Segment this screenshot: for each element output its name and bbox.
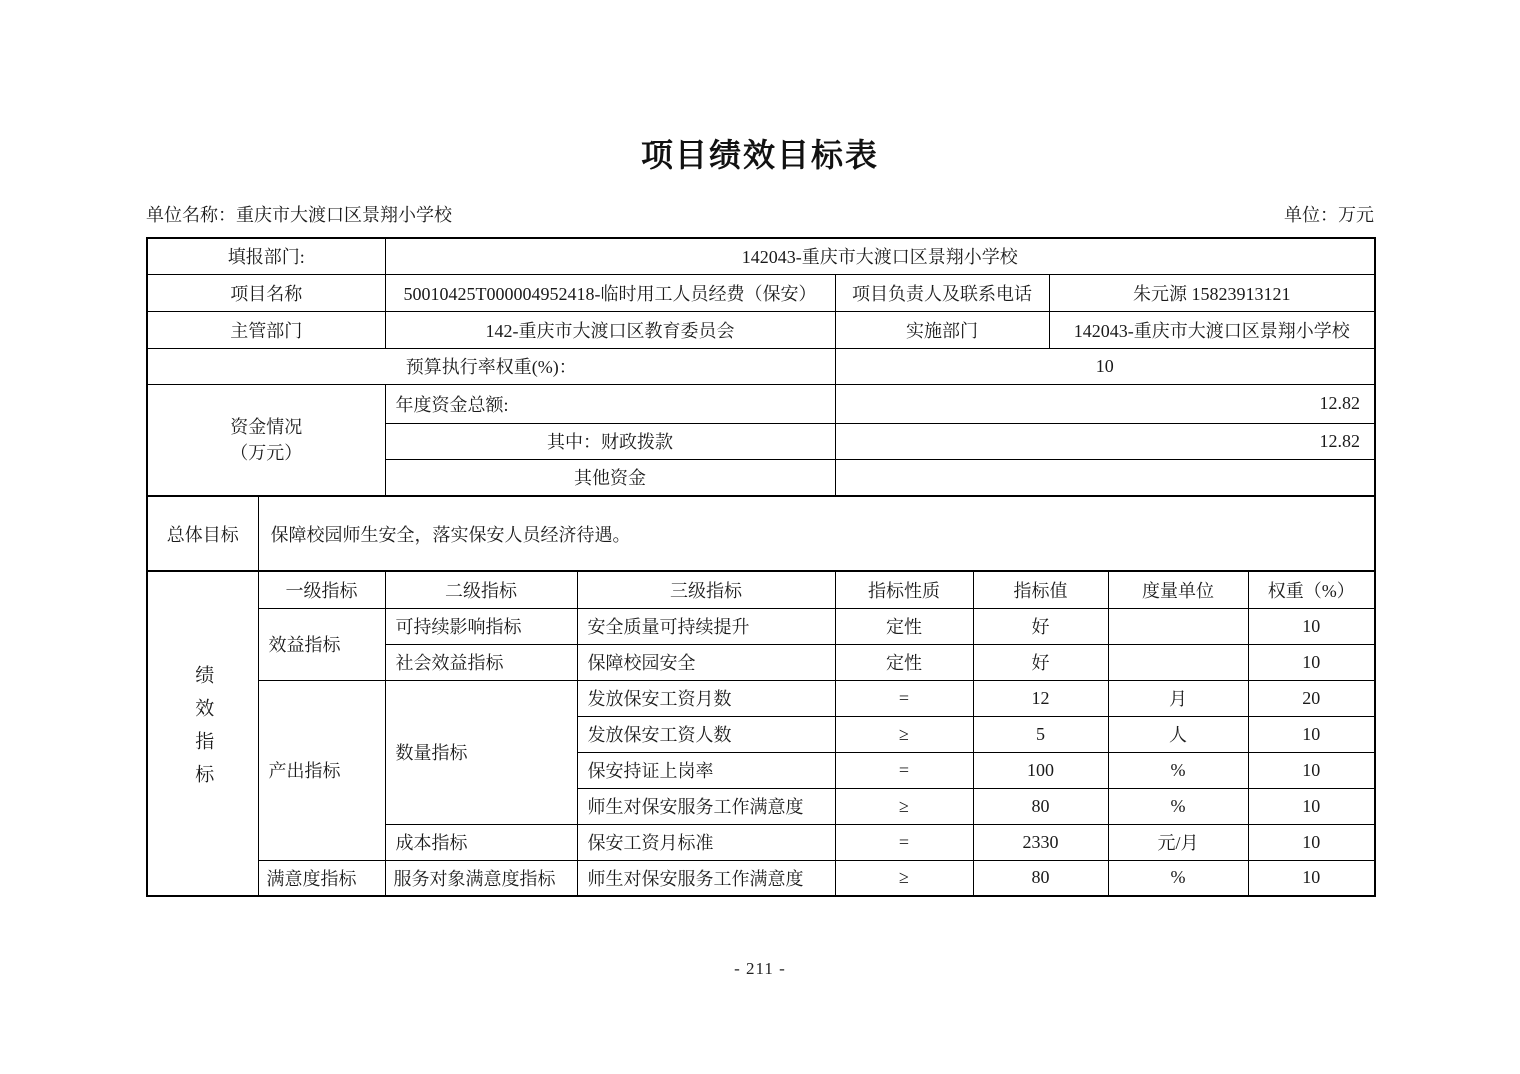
weight-cell: 10 — [1248, 860, 1375, 896]
performance-indicator-side-label: 绩效指标 — [192, 665, 214, 797]
level2-cell: 社会效益指标 — [385, 644, 577, 680]
meta-line — [146, 201, 1374, 227]
funds-section-label-cell — [147, 384, 385, 496]
performance-indicator-side-cell — [147, 571, 258, 896]
unit-cell — [1108, 608, 1248, 644]
level3-cell: 发放保安工资人数 — [577, 716, 835, 752]
indicator-row — [147, 680, 1375, 716]
value-cell: 好 — [973, 644, 1108, 680]
impl-dept-value-cell: 142043-重庆市大渡口区景翔小学校 — [1049, 311, 1375, 348]
currency-unit-label: 单位：万元 — [1284, 205, 1374, 225]
level3-cell: 保障校园安全 — [577, 644, 835, 680]
table-row — [147, 311, 1375, 348]
funds-label-line2: （万元） — [230, 442, 303, 463]
header-weight: 权重（%） — [1248, 571, 1375, 608]
unit-cell: 元/月 — [1108, 824, 1248, 860]
value-cell: 12 — [973, 680, 1108, 716]
document-sheet — [146, 0, 1374, 979]
value-cell: 5 — [973, 716, 1108, 752]
level2-cell: 数量指标 — [385, 680, 577, 824]
level1-cell: 效益指标 — [258, 608, 385, 680]
weight-cell: 10 — [1248, 716, 1375, 752]
unit-cell: % — [1108, 860, 1248, 896]
other-funds-value-cell — [835, 459, 1375, 496]
fiscal-funds-label-cell: 其中：财政拨款 — [385, 423, 835, 459]
weight-cell: 10 — [1248, 824, 1375, 860]
level2-cell: 可持续影响指标 — [385, 608, 577, 644]
filling-dept-label-cell: 填报部门: — [147, 238, 385, 274]
overall-target-table — [146, 495, 1376, 572]
level3-cell: 安全质量可持续提升 — [577, 608, 835, 644]
header-level1: 一级指标 — [258, 571, 385, 608]
value-cell: 2330 — [973, 824, 1108, 860]
nature-cell: ≥ — [835, 860, 973, 896]
level1-cell: 产出指标 — [258, 680, 385, 860]
header-level3: 三级指标 — [577, 571, 835, 608]
budget-rate-value-cell: 10 — [835, 348, 1375, 384]
unit-cell: 月 — [1108, 680, 1248, 716]
table-row — [147, 348, 1375, 384]
nature-cell: 定性 — [835, 644, 973, 680]
unit-name-label: 单位名称：重庆市大渡口区景翔小学校 — [146, 205, 452, 225]
leader-value-cell: 朱元源 15823913121 — [1049, 274, 1375, 311]
funds-label-line1: 资金情况 — [230, 416, 303, 437]
header-nature: 指标性质 — [835, 571, 973, 608]
nature-cell: ≥ — [835, 788, 973, 824]
supervisor-dept-value-cell: 142-重庆市大渡口区教育委员会 — [385, 311, 835, 348]
unit-cell: 人 — [1108, 716, 1248, 752]
project-name-label-cell: 项目名称 — [147, 274, 385, 311]
table-row — [147, 274, 1375, 311]
table-row — [147, 496, 1375, 571]
indicator-row — [147, 608, 1375, 644]
unit-cell: % — [1108, 788, 1248, 824]
nature-cell: = — [835, 824, 973, 860]
table-row — [147, 384, 1375, 423]
other-funds-label-cell: 其他资金 — [385, 459, 835, 496]
indicator-header-row — [147, 571, 1375, 608]
table-row — [147, 238, 1375, 274]
impl-dept-label-cell: 实施部门 — [835, 311, 1049, 348]
leader-label-cell: 项目负责人及联系电话 — [835, 274, 1049, 311]
filling-dept-value-cell: 142043-重庆市大渡口区景翔小学校 — [385, 238, 1375, 274]
level2-cell: 成本指标 — [385, 824, 577, 860]
level1-cell: 满意度指标 — [258, 860, 385, 896]
value-cell: 80 — [973, 860, 1108, 896]
value-cell: 80 — [973, 788, 1108, 824]
level3-cell: 发放保安工资月数 — [577, 680, 835, 716]
level3-cell: 保安持证上岗率 — [577, 752, 835, 788]
nature-cell: = — [835, 752, 973, 788]
annual-funds-value-cell: 12.82 — [835, 384, 1375, 423]
budget-rate-label-cell: 预算执行率权重(%)： — [147, 348, 835, 384]
fiscal-funds-value-cell: 12.82 — [835, 423, 1375, 459]
unit-cell — [1108, 644, 1248, 680]
level3-cell: 师生对保安服务工作满意度 — [577, 788, 835, 824]
supervisor-dept-label-cell: 主管部门 — [147, 311, 385, 348]
value-cell: 100 — [973, 752, 1108, 788]
weight-cell: 10 — [1248, 608, 1375, 644]
nature-cell: = — [835, 680, 973, 716]
overall-target-value-cell: 保障校园师生安全，落实保安人员经济待遇。 — [258, 496, 1375, 571]
page-number: - 211 - — [734, 959, 786, 978]
page-title: 项目绩效目标表 — [640, 137, 879, 173]
nature-cell: ≥ — [835, 716, 973, 752]
weight-cell: 10 — [1248, 644, 1375, 680]
project-info-table — [146, 237, 1376, 497]
level3-cell: 保安工资月标准 — [577, 824, 835, 860]
weight-cell: 10 — [1248, 788, 1375, 824]
weight-cell: 10 — [1248, 752, 1375, 788]
header-level2: 二级指标 — [385, 571, 577, 608]
overall-target-label-cell: 总体目标 — [147, 496, 258, 571]
unit-cell: % — [1108, 752, 1248, 788]
level2-cell: 服务对象满意度指标 — [385, 860, 577, 896]
performance-indicator-table — [146, 570, 1376, 897]
indicator-row — [147, 860, 1375, 896]
annual-funds-label-cell: 年度资金总额: — [385, 384, 835, 423]
header-unit: 度量单位 — [1108, 571, 1248, 608]
level3-cell: 师生对保安服务工作满意度 — [577, 860, 835, 896]
project-name-value-cell: 50010425T000004952418-临时用工人员经费（保安） — [385, 274, 835, 311]
value-cell: 好 — [973, 608, 1108, 644]
nature-cell: 定性 — [835, 608, 973, 644]
header-value: 指标值 — [973, 571, 1108, 608]
weight-cell: 20 — [1248, 680, 1375, 716]
